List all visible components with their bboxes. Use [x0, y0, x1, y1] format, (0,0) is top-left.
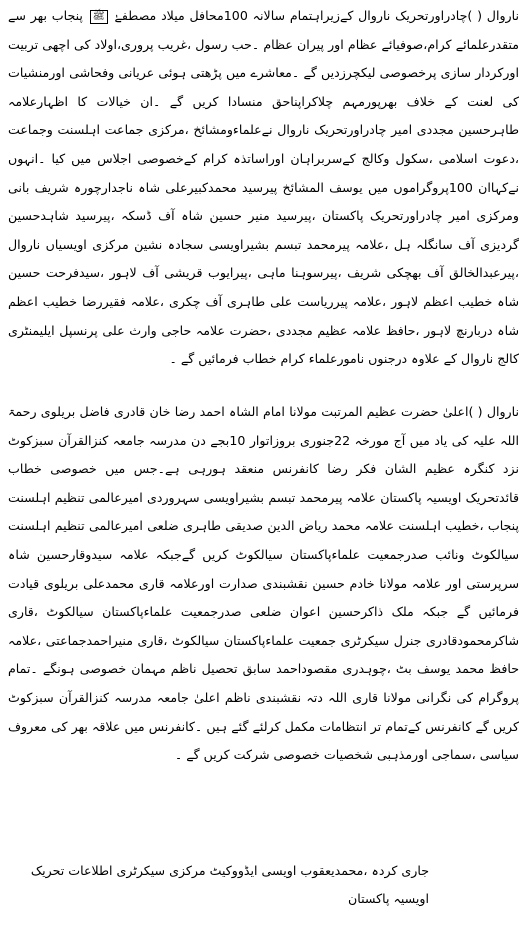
article-paragraph	[8, 398, 519, 770]
article-dateline: ناروال (	[477, 8, 519, 23]
article-milad-mahafil	[8, 2, 519, 374]
article-body: پنجاب بھر سے متقدرعلمائے کرام،صوفیائے عظام اور پیران عظام ۔حب رسول ،غریب پروری،اولاد کی اچھی تربیت اورکردار سازی پرخصوصی لیکچرزدیں گے ۔معاشرے میں پڑھتی ہوئی عریانی وفحاشی اورمنشیات کی لعنت کے خلاف بھرپورمہم چلاکراپناحق منسادا کریں گے ۔ان خیالات کا اظہارعلامہ طاہرحسین مجددی امیر چادراورتحریک ناروال نےعلماءومشائخ ،مرکزی جماعت اہلسنت وجماعت ،دعوت اسلامی ،سکول وکالج کےسربراہان اوراساتذہ کرام کےخصوصی اجلاس میں کیا ۔انہوں نےکہاان 100پروگراموں میں یوسف المشائخ پیرسید محمدکبیرعلی شاہ ناجدارچورہ شریف بانی ومرکزی امیر چادراورتحریک پاکستان ،پیرسید منیر حسین شاہ آف ڈسکہ ،پیرسید شاہدحسین گردیزی آف سانگلہ ہل ،علامہ پیرمحمد تبسم بشیراویسی سجادہ نشین مرکزی اویسیاں ناروال ،پیرعبدالخالق آف بھچکی شریف ،پیرسوہنا ماہی ،پیرایوب قریشی آف لاہور ،سیدفرحت حسین شاہ خطیب اعظم لاہور ،علامہ پیرریاست علی طاہری آف چکری ،علامہ فقیررضا خطیب اعظم شاہ دربارنچ لاہور ،حافظ علامہ عظیم مجددی ،حضرت علامہ حاجی وارث علی پرنسپل ایلیمنٹری کالج ناروال کے علاوہ درجنوں نامورعلماء کرام خطاب فرمائیں گے ۔	[8, 8, 519, 367]
honorific-glyph: ﷺ	[90, 10, 108, 24]
footer-text: جاری کردہ ،محمدیعقوب اویسی ایڈووکیٹ مرکزی سیکرٹری اطلاعات تحریک اویسیہ پاکستان	[30, 863, 429, 906]
article-headline: )اعلیٰ حضرت عظیم المرتبت مولانا امام الشاہ احمد رضا خان قادری فاضل	[79, 404, 474, 419]
article-body: بریلوی رحمۃ اللہ علیہ کی یاد میں آج مورخہ 22جنوری بروزاتوار 10بجے دن مدرسہ جامعہ کنزالقرآن سبزکوٹ نزد کنگرہ عظیم الشان فکر رضا کانفرنس منعقد ہورہی ہے۔جس میں خصوصی خطاب قائدتحریک اویسیہ پاکستان علامہ پیرمحمد تبسم بشیراویسی سہروردی امیرعالمی تنظیم اہلسنت پنجاب ،خطیب اہلسنت علامہ محمد ریاض الدین صدیقی طاہری ضلعی امیرعالمی تنظیم اہلسنت سیالکوٹ ونائب صدرجمعیت علماءپاکستان سیالکوٹ کریں گےجبکہ علامہ سیدوقارحسین شاہ سرپرستی اور علامہ مولانا خادم حسین نقشبندی صدارت اورعلامہ قاری محمدعلی بریلوی قیادت فرمائیں گے جبکہ ملک ذاکرحسین اعوان ضلعی صدرجمعیت علماءپاکستان سیالکوٹ ،قاری شاکرمحمودقادری جنرل سیکرٹری جمعیت علماءپاکستان سیالکوٹ ،قاری منیراحمدجماعتی ،علامہ حافظ محمد یوسف بٹ ،چوہدری مقصوداحمد سابق تحصیل ناظم مہمان خصوصی ہونگے ۔تمام پروگرام کی نگرانی مولانا قاری اللہ دتہ نقشبندی ناظم اعلیٰ جامعہ مدرسہ کنزالقرآن سبزکوٹ کریں گے کانفرنس کےتمام تر انتظامات مکمل کرلئے گئے ہیں ۔کانفرنس میں علاقہ بھر کی معروف سیاسی ،سماجی اورمذہبی شخصیات خصوصی شرکت کریں گے ۔	[8, 404, 519, 763]
article-fikr-e-raza-conference	[8, 398, 519, 770]
article-paragraph	[8, 2, 519, 374]
article-dateline: ناروال (	[477, 404, 519, 419]
article-headline: )چادراورتحریک ناروال کےزیراہتمام سالانہ 100محافل میلاد مصطفےٰ	[114, 8, 473, 23]
issued-by-footer	[8, 857, 519, 913]
